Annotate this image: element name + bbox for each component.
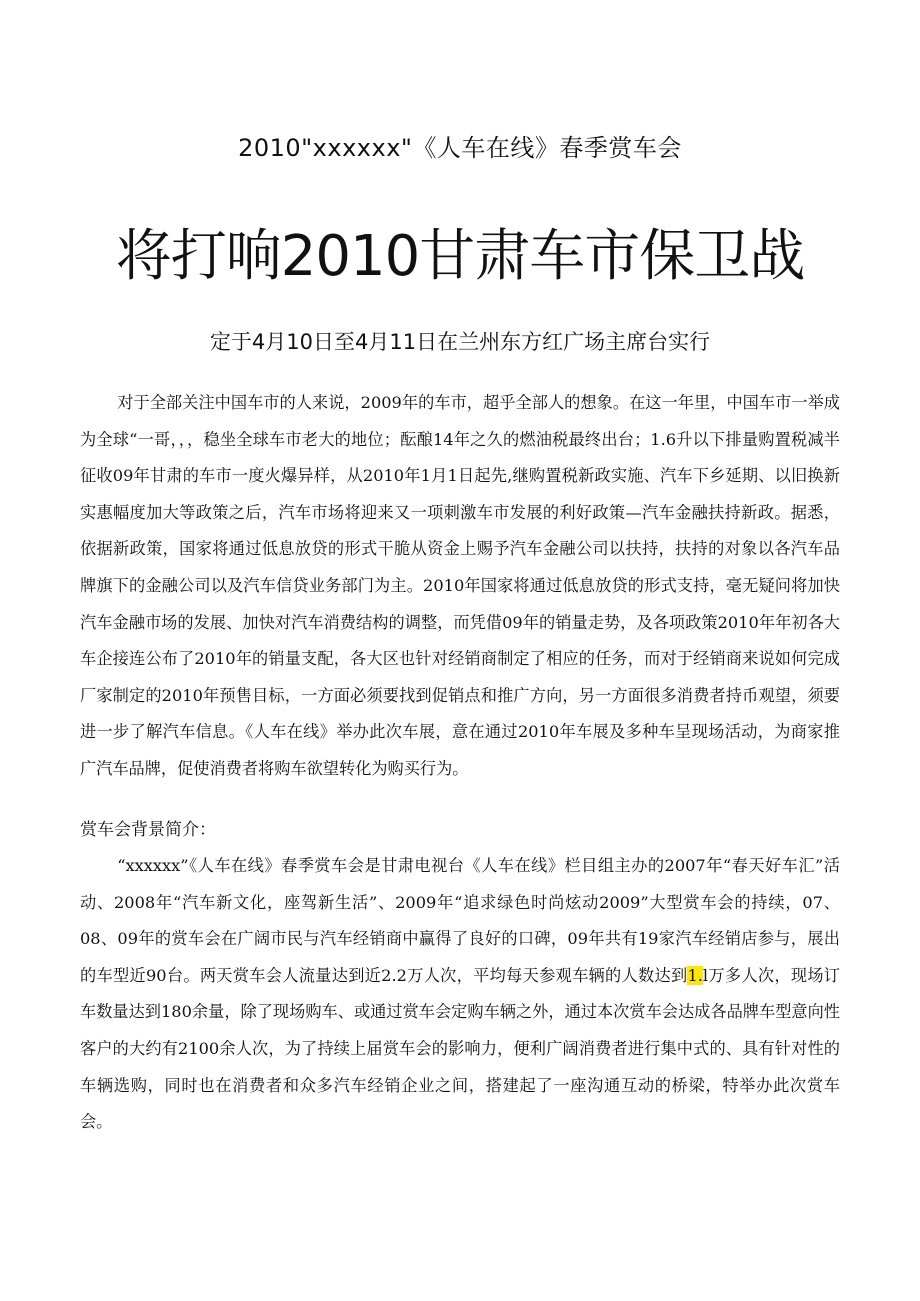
document-subtitle: 2010"xxxxxx"《人车在线》春季赏车会 xyxy=(238,134,682,162)
event-date-line: 定于4月10日至4月11日在兰州东方红广场主席台实行 xyxy=(209,330,711,354)
background-paragraph xyxy=(80,848,840,1141)
document-headline: 将打响2010甘肃车市保卫战 xyxy=(115,224,805,289)
background-text-part1: “xxxxxx”《人车在线》春季赏车会是甘肃电视台《人车在线》栏目组主办的2007年“春天好车汇”活动、2008年“汽车新文化，座驾新生活”、2009年“追求绿色时尚炫动2009”大型赏车会的持续，07、08、09年的赏车会在广阔市民与汽车经销商中赢得了良好的口碑，09年共有19家汽车经销店参与，展出的车型近90台。两天赏车会人流量达到近2.2万人次，平均每天参观车辆的人数达到 xyxy=(80,856,840,985)
background-text-part2: l万多人次，现场订车数量达到180余量，除了现场购车、或通过赏车会定购车辆之外，通过本次赏车会达成各品牌车型意向性客户的大约有2100余人次，为了持续上届赏车会的影响力，便利广阔消费者进行集中式的、具有针对性的车辆选购，同时也在消费者和众多汽车经销企业之间，搭建起了一座沟通互动的桥梁，特举办此次赏车会。 xyxy=(80,965,840,1132)
intro-paragraph: 对于全部关注中国车市的人来说，2009年的车市，超乎全部人的想象。在这一年里，中国车市一举成为全球“一哥，，，稳坐全球车市老大的地位；酝酿14年之久的燃油税最终出台；1.6升以下排量购置税减半征收09年甘肃的车市一度火爆异样，从2010年1月1日起先,继购置税新政实施、汽车下乡延期、以旧换新实惠幅度加大等政策之后，汽车市场将迎来又一项刺激车市发展的利好政策—汽车金融扶持新政。据悉，依据新政策，国家将通过低息放贷的形式干脆从资金上赐予汽车金融公司以扶持，扶持的对象以各汽车品牌旗下的金融公司以及汽车信贷业务部门为主。2010年国家将通过低息放贷的形式支持，毫无疑问将加快汽车金融市场的发展、加快对汽车消费结构的调整，而凭借09年的销量走势，及各项政策2010年年初各大车企接连公布了2010年的销量支配，各大区也针对经销商制定了相应的任务，而对于经销商来说如何完成厂家制定的2010年预售目标，一方面必须要找到促销点和推广方向，另一方面很多消费者持币观望，须要进一步了解汽车信息。《人车在线》举办此次车展，意在通过2010年车展及多种车呈现场活动，为商家推广汽车品牌，促使消费者将购车欲望转化为购买行为。 xyxy=(80,393,840,778)
section-title-background: 赏车会背景简介： xyxy=(80,820,216,840)
highlighted-text: 1. xyxy=(687,965,703,985)
